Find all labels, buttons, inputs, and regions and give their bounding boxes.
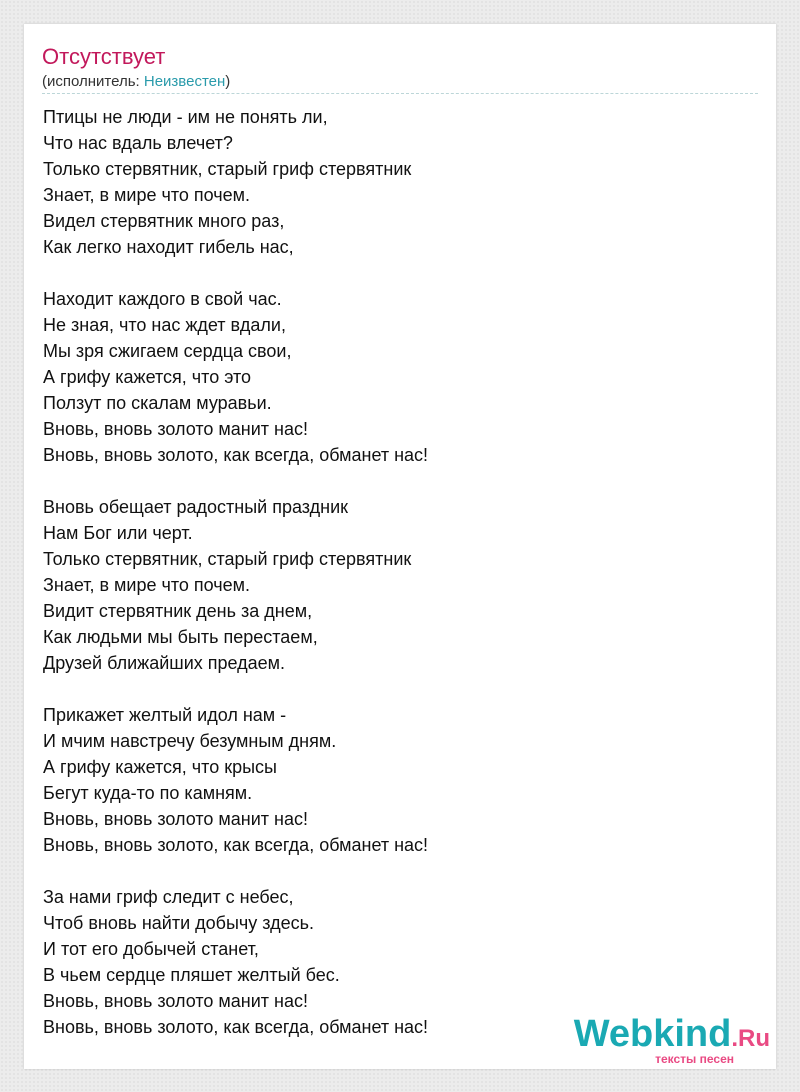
lyric-line: Чтоб вновь найти добычу здесь. bbox=[43, 913, 315, 933]
site-logo[interactable] bbox=[574, 1014, 770, 1065]
lyric-line: Как легко находит гибель нас, bbox=[43, 237, 294, 257]
lyric-line: Друзей ближайших предаем. bbox=[43, 653, 286, 673]
lyric-line: Только стервятник, старый гриф стервятник bbox=[43, 159, 412, 179]
lyric-line: Не зная, что нас ждет вдали, bbox=[43, 315, 286, 335]
lyric-line: Вновь, вновь золото манит нас! bbox=[43, 991, 308, 1011]
artist-line bbox=[42, 72, 230, 92]
lyric-line: Что нас вдаль влечет? bbox=[43, 133, 233, 153]
lyric-line: А грифу кажется, что крысы bbox=[43, 757, 277, 777]
lyric-line: Прикажет желтый идол нам - bbox=[43, 705, 287, 725]
lyrics-body bbox=[43, 104, 428, 1066]
lyric-line: Вновь, вновь золото манит нас! bbox=[43, 809, 308, 829]
lyric-line: Видит стервятник день за днем, bbox=[43, 601, 313, 621]
lyric-line: И тот его добычей станет, bbox=[43, 939, 259, 959]
lyric-line: Вновь, вновь золото манит нас! bbox=[43, 419, 308, 439]
lyric-line: Вновь, вновь золото, как всегда, обманет нас! bbox=[43, 835, 429, 855]
lyric-line: Знает, в мире что почем. bbox=[43, 575, 251, 595]
logo-tld: .Ru bbox=[731, 1025, 770, 1052]
lyric-line: Вновь, вновь золото, как всегда, обманет нас! bbox=[43, 445, 429, 465]
lyric-line: Бегут куда-то по камням. bbox=[43, 783, 253, 803]
lyric-line: А грифу кажется, что это bbox=[43, 367, 252, 387]
song-title: Отсутствует bbox=[42, 44, 166, 69]
lyric-line: Видел стервятник много раз, bbox=[43, 211, 285, 231]
lyric-line: Вновь обещает радостный праздник bbox=[43, 497, 349, 517]
title-divider bbox=[42, 93, 758, 94]
lyric-line: Нам Бог или черт. bbox=[43, 523, 193, 543]
lyric-line: И мчим навстречу безумным дням. bbox=[43, 731, 337, 751]
lyric-line: Вновь, вновь золото, как всегда, обманет нас! bbox=[43, 1017, 429, 1037]
lyric-line: Птицы не люди - им не понять ли, bbox=[43, 107, 328, 127]
lyrics-stanza bbox=[43, 702, 428, 858]
lyric-line: Только стервятник, старый гриф стервятник bbox=[43, 549, 412, 569]
lyrics-card bbox=[24, 24, 776, 1069]
lyrics-stanza bbox=[43, 286, 428, 468]
lyric-line: Знает, в мире что почем. bbox=[43, 185, 251, 205]
lyrics-stanza bbox=[43, 494, 428, 676]
lyric-line: Как людьми мы быть перестаем, bbox=[43, 627, 318, 647]
lyric-line: Находит каждого в свой час. bbox=[43, 289, 282, 309]
lyric-line: Мы зря сжигаем сердца свои, bbox=[43, 341, 292, 361]
lyrics-stanza bbox=[43, 104, 428, 260]
logo-wordmark: Webkind bbox=[573, 1013, 732, 1055]
lyrics-stanza bbox=[43, 884, 428, 1040]
lyric-line: За нами гриф следит с небес, bbox=[43, 887, 294, 907]
lyric-line: Ползут по скалам муравьи. bbox=[43, 393, 272, 413]
logo-tagline: тексты песен bbox=[655, 1052, 734, 1066]
artist-link[interactable]: Неизвестен bbox=[143, 73, 226, 90]
artist-suffix: ) bbox=[225, 73, 231, 90]
lyric-line: В чьем сердце пляшет желтый бес. bbox=[43, 965, 340, 985]
artist-prefix: (исполнитель: bbox=[42, 73, 144, 90]
